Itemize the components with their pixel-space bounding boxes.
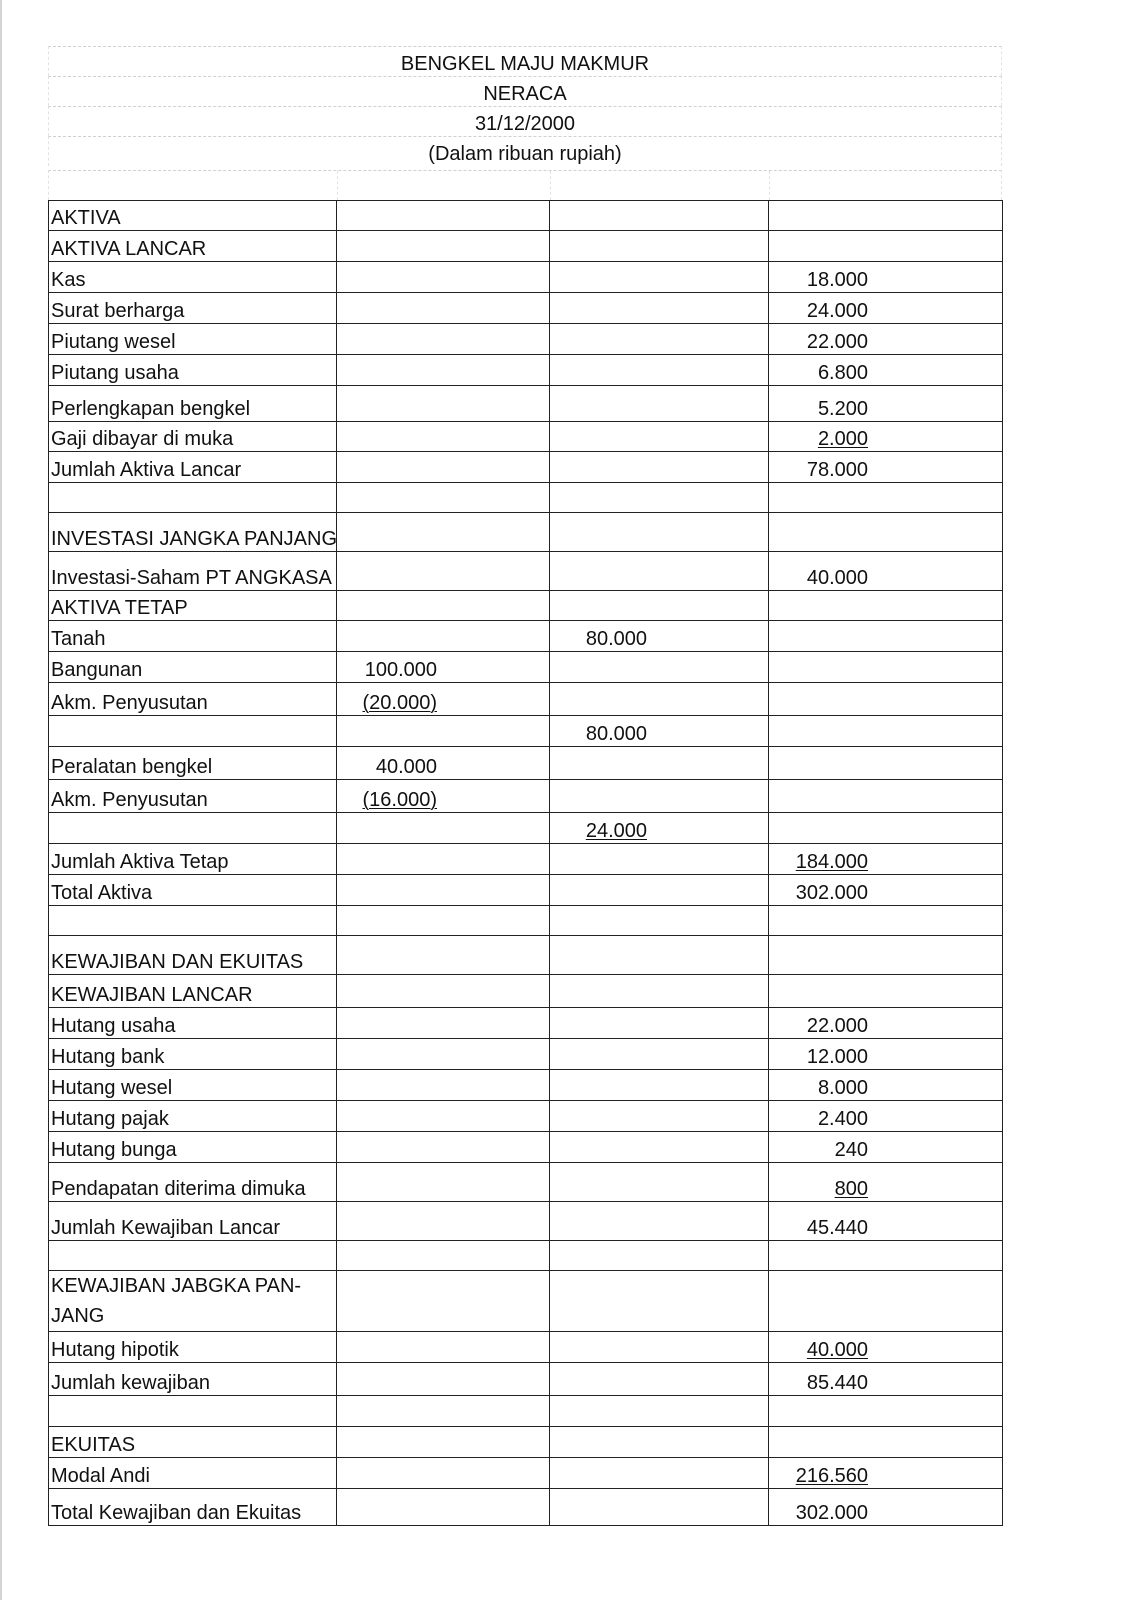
amount-cell-col1 [337, 975, 550, 1008]
amount-value: (16.000) [362, 789, 437, 811]
amount-cell-col1 [337, 1132, 550, 1163]
account-label: Surat berharga [49, 293, 337, 324]
amount-cell-col1 [337, 813, 550, 844]
amount-cell-col2 [550, 1008, 769, 1039]
amount-cell-col2 [550, 1039, 769, 1070]
amount-value: 40.000 [375, 756, 437, 778]
table-row [49, 683, 1003, 716]
amount-cell-col3 [769, 844, 1003, 875]
report-title: NERACA [48, 76, 1002, 106]
account-label: Kas [49, 262, 337, 293]
account-label: Perlengkapan bengkel [49, 386, 337, 422]
page-edge [0, 0, 2, 1600]
account-label [49, 483, 337, 513]
table-row [49, 780, 1003, 813]
account-label: Hutang wesel [49, 1070, 337, 1101]
table-row [49, 513, 1003, 552]
amount-cell-col1 [337, 293, 550, 324]
account-label: Akm. Penyusutan [49, 683, 337, 716]
table-row [49, 1332, 1003, 1363]
amount-value: 78.000 [806, 459, 868, 481]
amount-value: 800 [834, 1178, 868, 1200]
amount-cell-col1 [337, 591, 550, 621]
amount-cell-col3 [769, 262, 1003, 293]
amount-cell-col2 [550, 1132, 769, 1163]
table-row [49, 813, 1003, 844]
account-label: Bangunan [49, 652, 337, 683]
amount-cell-col2 [550, 844, 769, 875]
amount-value: 302.000 [795, 882, 868, 904]
amount-cell-col3 [769, 716, 1003, 747]
amount-value: 80.000 [585, 723, 647, 745]
table-row [49, 293, 1003, 324]
account-label: Peralatan bengkel [49, 747, 337, 780]
amount-cell-col2 [550, 1271, 769, 1332]
table-row [49, 975, 1003, 1008]
account-label: Jumlah kewajiban [49, 1363, 337, 1396]
amount-value: 12.000 [806, 1046, 868, 1068]
amount-cell-col3 [769, 975, 1003, 1008]
amount-cell-col2 [550, 1101, 769, 1132]
table-row [49, 355, 1003, 386]
amount-cell-col2 [550, 936, 769, 975]
amount-cell-col3 [769, 1008, 1003, 1039]
amount-cell-col3 [769, 1489, 1003, 1526]
account-label: Jumlah Kewajiban Lancar [49, 1202, 337, 1241]
account-label: Pendapatan diterima dimuka [49, 1163, 337, 1202]
amount-cell-col1 [337, 844, 550, 875]
account-label: Hutang hipotik [49, 1332, 337, 1363]
table-row [49, 201, 1003, 231]
amount-cell-col3 [769, 652, 1003, 683]
amount-cell-col3 [769, 936, 1003, 975]
amount-cell-col1 [337, 652, 550, 683]
table-row [49, 747, 1003, 780]
amount-cell-col1 [337, 1396, 550, 1427]
table-row [49, 386, 1003, 422]
amount-cell-col1 [337, 936, 550, 975]
amount-cell-col3 [769, 1332, 1003, 1363]
amount-cell-col3 [769, 1458, 1003, 1489]
account-label: KEWAJIBAN JABGKA PAN-JANG [49, 1271, 337, 1332]
amount-cell-col3 [769, 231, 1003, 262]
amount-cell-col1 [337, 1489, 550, 1526]
amount-cell-col1 [337, 483, 550, 513]
table-row [49, 1396, 1003, 1427]
amount-cell-col1 [337, 1202, 550, 1241]
account-label: KEWAJIBAN LANCAR [49, 975, 337, 1008]
account-label: Tanah [49, 621, 337, 652]
report-unit: (Dalam ribuan rupiah) [48, 136, 1002, 166]
amount-cell-col3 [769, 452, 1003, 483]
amount-cell-col1 [337, 513, 550, 552]
account-label: AKTIVA TETAP [49, 591, 337, 621]
amount-value: 2.400 [817, 1108, 868, 1130]
account-label: AKTIVA LANCAR [49, 231, 337, 262]
amount-value: 22.000 [806, 1015, 868, 1037]
table-row [49, 1039, 1003, 1070]
amount-value: 5.200 [817, 398, 868, 420]
amount-cell-col2 [550, 386, 769, 422]
account-label: Piutang wesel [49, 324, 337, 355]
table-row [49, 422, 1003, 452]
table-row [49, 452, 1003, 483]
amount-cell-col3 [769, 1241, 1003, 1271]
amount-cell-col3 [769, 1271, 1003, 1332]
account-label [49, 716, 337, 747]
amount-cell-col1 [337, 386, 550, 422]
amount-cell-col2 [550, 231, 769, 262]
amount-cell-col1 [337, 1039, 550, 1070]
amount-cell-col3 [769, 906, 1003, 936]
table-row [49, 652, 1003, 683]
account-label: Hutang bank [49, 1039, 337, 1070]
table-row [49, 875, 1003, 906]
amount-cell-col2 [550, 201, 769, 231]
amount-value: (20.000) [362, 692, 437, 714]
amount-cell-col2 [550, 975, 769, 1008]
account-label: INVESTASI JANGKA PANJANG [49, 513, 337, 552]
amount-value: 24.000 [585, 820, 647, 842]
table-row [49, 1070, 1003, 1101]
amount-cell-col1 [337, 452, 550, 483]
amount-value: 22.000 [806, 331, 868, 353]
amount-cell-col1 [337, 1332, 550, 1363]
amount-cell-col3 [769, 813, 1003, 844]
amount-cell-col3 [769, 621, 1003, 652]
amount-cell-col2 [550, 1458, 769, 1489]
table-row [49, 1241, 1003, 1271]
amount-cell-col3 [769, 1363, 1003, 1396]
amount-cell-col2 [550, 747, 769, 780]
table-row [49, 1427, 1003, 1458]
table-row [49, 936, 1003, 975]
account-label: EKUITAS [49, 1427, 337, 1458]
table-row [49, 552, 1003, 591]
amount-cell-col2 [550, 1489, 769, 1526]
account-label: Hutang pajak [49, 1101, 337, 1132]
amount-cell-col2 [550, 1202, 769, 1241]
spacer-row [48, 170, 1002, 200]
amount-cell-col2 [550, 1163, 769, 1202]
amount-cell-col2 [550, 1332, 769, 1363]
amount-value: 40.000 [806, 1339, 868, 1361]
amount-cell-col3 [769, 483, 1003, 513]
amount-cell-col3 [769, 386, 1003, 422]
table-row [49, 621, 1003, 652]
amount-cell-col2 [550, 875, 769, 906]
amount-cell-col2 [550, 513, 769, 552]
amount-cell-col3 [769, 552, 1003, 591]
amount-value: 40.000 [806, 567, 868, 589]
table-row [49, 1363, 1003, 1396]
account-label: Gaji dibayar di muka [49, 422, 337, 452]
table-row [49, 1163, 1003, 1202]
amount-value: 184.000 [795, 851, 868, 873]
table-row [49, 1271, 1003, 1332]
amount-cell-col2 [550, 422, 769, 452]
account-label: Hutang bunga [49, 1132, 337, 1163]
table-row [49, 1008, 1003, 1039]
amount-cell-col2 [550, 1363, 769, 1396]
account-label [49, 1241, 337, 1271]
amount-cell-col2 [550, 621, 769, 652]
amount-cell-col1 [337, 1363, 550, 1396]
amount-cell-col1 [337, 683, 550, 716]
amount-cell-col3 [769, 422, 1003, 452]
balance-sheet-table [48, 200, 1003, 1526]
amount-cell-col1 [337, 1271, 550, 1332]
account-label: KEWAJIBAN DAN EKUITAS [49, 936, 337, 975]
report-date: 31/12/2000 [48, 106, 1002, 136]
table-row [49, 1489, 1003, 1526]
amount-cell-col3 [769, 1427, 1003, 1458]
amount-cell-col2 [550, 906, 769, 936]
amount-cell-col3 [769, 513, 1003, 552]
amount-value: 45.440 [806, 1217, 868, 1239]
amount-value: 6.800 [817, 362, 868, 384]
report-header [48, 46, 1002, 166]
amount-value: 85.440 [806, 1372, 868, 1394]
amount-cell-col3 [769, 324, 1003, 355]
amount-cell-col1 [337, 355, 550, 386]
amount-cell-col1 [337, 1241, 550, 1271]
account-label: Modal Andi [49, 1458, 337, 1489]
amount-cell-col2 [550, 1396, 769, 1427]
account-label: Jumlah Aktiva Tetap [49, 844, 337, 875]
amount-cell-col3 [769, 1070, 1003, 1101]
amount-cell-col1 [337, 1163, 550, 1202]
amount-cell-col3 [769, 591, 1003, 621]
amount-value: 240 [834, 1139, 868, 1161]
amount-cell-col2 [550, 324, 769, 355]
amount-value: 2.000 [817, 428, 868, 450]
table-row [49, 844, 1003, 875]
company-name: BENGKEL MAJU MAKMUR [48, 46, 1002, 76]
amount-value: 216.560 [795, 1465, 868, 1487]
amount-cell-col3 [769, 355, 1003, 386]
amount-cell-col3 [769, 1132, 1003, 1163]
table-row [49, 1458, 1003, 1489]
account-label: Hutang usaha [49, 1008, 337, 1039]
account-label: Akm. Penyusutan [49, 780, 337, 813]
amount-cell-col2 [550, 483, 769, 513]
amount-cell-col3 [769, 1202, 1003, 1241]
amount-cell-col3 [769, 1163, 1003, 1202]
amount-cell-col1 [337, 716, 550, 747]
account-label: Investasi-Saham PT ANGKASA [49, 552, 337, 591]
amount-cell-col1 [337, 621, 550, 652]
amount-cell-col3 [769, 780, 1003, 813]
amount-cell-col1 [337, 201, 550, 231]
amount-cell-col3 [769, 1101, 1003, 1132]
amount-cell-col2 [550, 1241, 769, 1271]
amount-cell-col2 [550, 652, 769, 683]
table-row [49, 591, 1003, 621]
amount-cell-col2 [550, 780, 769, 813]
amount-cell-col2 [550, 355, 769, 386]
account-label: Total Aktiva [49, 875, 337, 906]
amount-cell-col1 [337, 262, 550, 293]
account-label [49, 1396, 337, 1427]
amount-cell-col3 [769, 1396, 1003, 1427]
amount-cell-col2 [550, 293, 769, 324]
amount-value: 100.000 [364, 659, 437, 681]
account-label: AKTIVA [49, 201, 337, 231]
table-row [49, 1101, 1003, 1132]
amount-cell-col2 [550, 1427, 769, 1458]
account-label: Piutang usaha [49, 355, 337, 386]
amount-cell-col3 [769, 747, 1003, 780]
table-row [49, 1132, 1003, 1163]
amount-cell-col1 [337, 747, 550, 780]
amount-cell-col2 [550, 683, 769, 716]
table-row [49, 906, 1003, 936]
amount-cell-col1 [337, 780, 550, 813]
amount-cell-col1 [337, 875, 550, 906]
amount-cell-col1 [337, 1070, 550, 1101]
amount-cell-col2 [550, 716, 769, 747]
amount-value: 18.000 [806, 269, 868, 291]
account-label [49, 813, 337, 844]
amount-cell-col1 [337, 906, 550, 936]
account-label: Jumlah Aktiva Lancar [49, 452, 337, 483]
amount-cell-col1 [337, 324, 550, 355]
amount-cell-col1 [337, 231, 550, 262]
amount-cell-col2 [550, 262, 769, 293]
account-label: Total Kewajiban dan Ekuitas [49, 1489, 337, 1526]
amount-value: 302.000 [795, 1502, 868, 1524]
table-row [49, 262, 1003, 293]
amount-cell-col1 [337, 552, 550, 591]
amount-cell-col3 [769, 1039, 1003, 1070]
amount-cell-col3 [769, 875, 1003, 906]
amount-cell-col1 [337, 1008, 550, 1039]
amount-cell-col2 [550, 452, 769, 483]
amount-value: 8.000 [817, 1077, 868, 1099]
amount-cell-col2 [550, 813, 769, 844]
amount-cell-col2 [550, 591, 769, 621]
table-row [49, 324, 1003, 355]
amount-cell-col1 [337, 1101, 550, 1132]
table-row [49, 1202, 1003, 1241]
account-label [49, 906, 337, 936]
amount-value: 80.000 [585, 628, 647, 650]
amount-cell-col3 [769, 683, 1003, 716]
amount-cell-col3 [769, 201, 1003, 231]
amount-cell-col2 [550, 552, 769, 591]
amount-cell-col1 [337, 1427, 550, 1458]
amount-cell-col3 [769, 293, 1003, 324]
table-row [49, 716, 1003, 747]
amount-cell-col1 [337, 422, 550, 452]
amount-cell-col1 [337, 1458, 550, 1489]
amount-value: 24.000 [806, 300, 868, 322]
amount-cell-col2 [550, 1070, 769, 1101]
table-row [49, 483, 1003, 513]
table-row [49, 231, 1003, 262]
